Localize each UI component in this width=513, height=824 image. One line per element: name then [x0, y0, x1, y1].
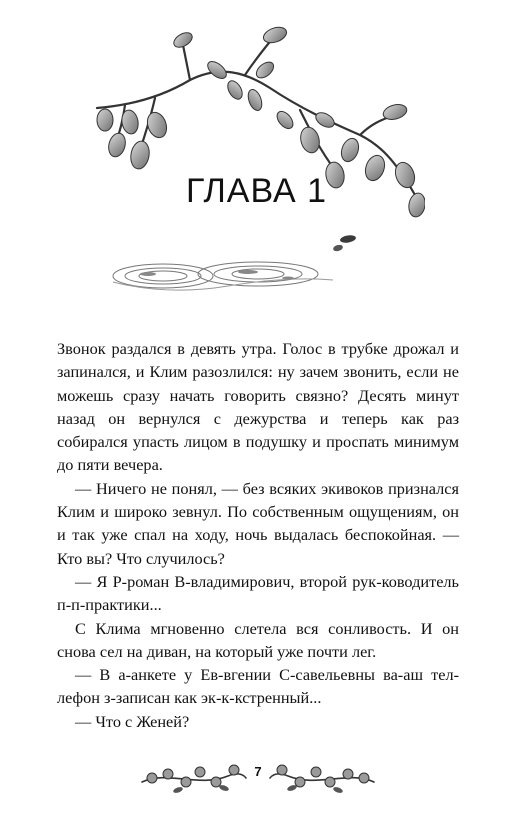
paragraph: — Я Р-роман В-владимирович, второй рук-ководитель п-п-практики... — [57, 571, 459, 615]
paragraph: — Ничего не понял, — без всяких экивоков признался Клим и широко зевнул. По собственным ощущениям, он и так уже спал на ходу, ночь выдалась беспокойная. — Кто вы? Что случилось? — [57, 478, 459, 568]
body-text — [57, 337, 459, 733]
paragraph: — Что с Женей? — [75, 711, 190, 731]
chapter-title: ГЛАВА 1 — [185, 172, 328, 210]
paragraph: Звонок раздался в девять утра. Голос в трубке дрожал и запинался, и Клим разозлился: ну зачем звонить, если не можешь сразу начать говорить связно? Десять минут назад он вернулся с дежурства и теперь как раз собирался упасть лицом в подушку и проспать минимум до пяти вечера. — [57, 339, 459, 475]
paragraph: С Клима мгновенно слетела вся сонливость. И он снова сел на диван, на который уже почти лег. — [57, 618, 459, 661]
water-ripples-icon — [108, 252, 338, 300]
paragraph: — В а-анкете у Ев-вгении С-савельевны ва-аш тел-лефон з-записан как эк-к-кстренный... — [57, 665, 459, 708]
page-number: 7 — [248, 764, 268, 779]
pebbles-icon — [330, 232, 360, 254]
